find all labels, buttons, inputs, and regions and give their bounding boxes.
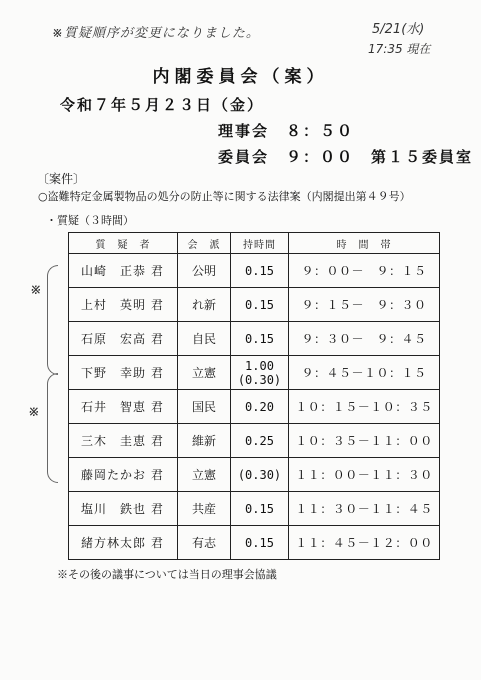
handwritten-mark: ※ [28,404,40,420]
time-slot: ９：００－ ９：１５ [289,254,440,288]
allotted-time-value: 0.25 [245,433,274,448]
allotted-time-value: 0.15 [245,297,274,312]
page-title: 内閣委員会（案） [152,67,329,87]
allotted-time-value: 0.20 [245,399,274,414]
table-row [69,390,440,424]
header-questioner: 質 疑 者 [69,233,178,254]
allotted-time [231,356,289,390]
footer-note: ※その後の議事については当日の理事会協議 [57,568,277,581]
question-heading: ・質疑（３時間） [46,214,134,227]
time-slot: ９：３０－ ９：４５ [289,322,440,356]
allotted-time-value: 0.15 [245,501,274,516]
allotted-time-value: 1.00 [245,358,274,373]
time-slot: ９：４５－１０：１５ [289,356,440,390]
directors-meeting-time: 理事会 ８：５０ [218,122,355,140]
table-row [69,526,440,560]
table-row [69,356,440,390]
party-name: 共産 [178,492,231,526]
questioner-name: 上村 英明 君 [69,288,178,322]
allotted-time-value: 0.15 [245,331,274,346]
party-name: 自民 [178,322,231,356]
allotted-time [231,526,289,560]
table-row [69,288,440,322]
questioner-name: 三木 圭恵 君 [69,424,178,458]
questioner-name: 下野 幸助 君 [69,356,178,390]
handwritten-time: 17:35 現在 [368,42,431,56]
handwritten-date: 5/21(水) [372,22,425,37]
time-slot: １０：３５－１１：００ [289,424,440,458]
allotted-time [231,390,289,424]
time-slot: １０：１５－１０：３５ [289,390,440,424]
questioner-name: 石原 宏高 君 [69,322,178,356]
questioner-name: 藤岡たかお 君 [69,458,178,492]
party-name: 維新 [178,424,231,458]
allotted-time-sub-value: (0.30) [237,372,282,387]
table-row [69,424,440,458]
allotted-time [231,322,289,356]
header-time-slot: 時 間 帯 [289,233,440,254]
meeting-date: 令和７年５月２３日（金） [60,96,265,114]
allotted-time [231,492,289,526]
allotted-time-value: 0.15 [245,263,274,278]
bill-title: ○盗難特定金属製物品の処分の防止等に関する法律案（内閣提出第４９号） [38,190,411,203]
agenda-label: 〔案件〕 [37,172,86,186]
handwritten-mark: ※ [30,282,42,298]
allotted-time-value: (0.30) [237,467,282,482]
handwritten-bracket [47,265,58,375]
questioner-name: 山崎 正恭 君 [69,254,178,288]
allotted-time [231,288,289,322]
time-slot: ９：１５－ ９：３０ [289,288,440,322]
party-name: れ新 [178,288,231,322]
table-row [69,458,440,492]
questioner-name: 石井 智恵 君 [69,390,178,424]
questioner-name: 塩川 鉄也 君 [69,492,178,526]
header-party: 会 派 [178,233,231,254]
allotted-time-value: 0.15 [245,535,274,550]
time-slot: １１：３０－１１：４５ [289,492,440,526]
party-name: 有志 [178,526,231,560]
handwritten-note: ※質疑順序が変更になりました。 [52,26,260,41]
time-slot: １１：００－１１：３０ [289,458,440,492]
party-name: 立憲 [178,458,231,492]
allotted-time [231,458,289,492]
allotted-time [231,424,289,458]
allotted-time [231,254,289,288]
party-name: 公明 [178,254,231,288]
table-row [69,322,440,356]
party-name: 立憲 [178,356,231,390]
questioner-name: 緒方林太郎 君 [69,526,178,560]
question-schedule-table [68,232,440,560]
table-row [69,492,440,526]
table-row [69,254,440,288]
time-slot: １１：４５－１２：００ [289,526,440,560]
table-header-row [69,233,440,254]
header-allotted-time: 持時間 [231,233,289,254]
committee-meeting-time: 委員会 ９：００ 第１５委員室 [218,148,474,166]
party-name: 国民 [178,390,231,424]
handwritten-bracket [47,373,58,483]
